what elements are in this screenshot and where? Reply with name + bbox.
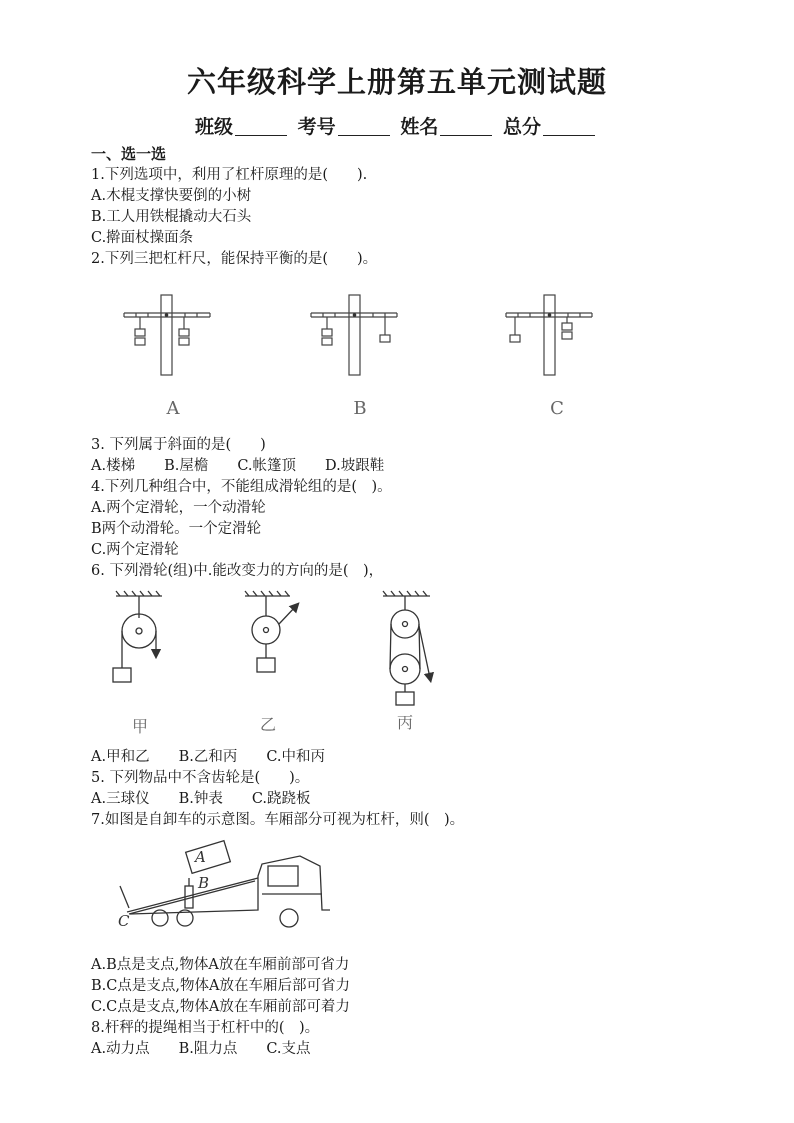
pulley-bing xyxy=(383,591,430,705)
q8-stem: 8.杆秤的提绳相当于杠杆中的( )。 xyxy=(91,1020,320,1036)
lever-c xyxy=(506,295,592,375)
q3-options: A.楼梯 B.屋檐 C.帐篷顶 D.坡跟鞋 xyxy=(91,458,385,474)
lever-label-c: C xyxy=(550,398,564,419)
pulley-label-bing: 丙 xyxy=(396,713,414,732)
number-label: 考号 xyxy=(297,116,336,138)
fig-label-b: B xyxy=(198,874,210,892)
q7-option-a: A.B点是支点,物体A放在车厢前部可省力 xyxy=(91,957,350,973)
object-a xyxy=(186,841,231,874)
q1-option-b: B.工人用铁棍撬动大石头 xyxy=(91,209,252,225)
wheel-front xyxy=(280,909,298,927)
q6-stem: 6. 下列滑轮(组)中.能改变力的方向的是( )， xyxy=(91,563,384,579)
dump-truck-figure xyxy=(0,834,794,944)
q4-option-a: A.两个定滑轮，一个动滑轮 xyxy=(91,500,266,516)
q7-stem: 7.如图是自卸车的示意图。车厢部分可视为杠杆，则( )。 xyxy=(91,812,465,828)
q4-option-c: C.两个定滑轮 xyxy=(91,542,179,558)
q6-options: A.甲和乙 B.乙和丙 C.中和丙 xyxy=(91,749,326,765)
name-label: 姓名 xyxy=(400,116,439,138)
name-blank[interactable] xyxy=(440,117,492,136)
q5-options: A.三球仪 B.钟表 C.跷跷板 xyxy=(91,791,311,807)
q2-stem: 2.下列三把杠杆尺，能保持平衡的是( )。 xyxy=(91,251,378,267)
lever-label-a: A xyxy=(166,398,180,419)
q3-stem: 3. 下列属于斜面的是( ) xyxy=(91,437,266,453)
class-label: 班级 xyxy=(195,116,234,138)
class-blank[interactable] xyxy=(235,117,287,136)
lever-b xyxy=(311,295,397,375)
truck-tail xyxy=(120,886,129,908)
q1-stem: 1.下列选项中，利用了杠杆原理的是( ). xyxy=(91,167,368,183)
wheel-rear-1 xyxy=(152,910,168,926)
q8-options: A.动力点 B.阻力点 C.支点 xyxy=(91,1041,311,1057)
truck-window xyxy=(268,866,298,886)
q1-option-c: C.擀面杖操面条 xyxy=(91,230,194,246)
q7-option-c: C.C点是支点,物体A放在车厢前部可着力 xyxy=(91,999,350,1015)
pulley-label-yi: 乙 xyxy=(259,715,277,734)
student-info-line xyxy=(0,112,794,139)
fig-label-c: C xyxy=(118,912,130,930)
pulley-figure xyxy=(0,586,794,746)
pulley-jia xyxy=(113,591,162,682)
pulley-label-jia: 甲 xyxy=(131,717,149,736)
lever-a xyxy=(124,295,210,375)
page-title: 六年级科学上册第五单元测试题 xyxy=(186,65,607,99)
section-heading: 一、选一选 xyxy=(91,145,167,163)
lever-figure xyxy=(0,285,794,445)
q4-stem: 4.下列几种组合中，不能组成滑轮组的是( )。 xyxy=(91,479,392,495)
score-blank[interactable] xyxy=(543,117,595,136)
q4-option-b: B两个动滑轮。一个定滑轮 xyxy=(91,521,262,537)
fig-label-a: A xyxy=(195,848,206,866)
score-label: 总分 xyxy=(502,116,541,138)
q1-option-a: A.木棍支撑快要倒的小树 xyxy=(91,188,252,204)
q7-option-b: B.C点是支点,物体A放在车厢后部可省力 xyxy=(91,978,350,994)
pulley-yi xyxy=(245,591,296,672)
q5-stem: 5. 下列物品中不含齿轮是( )。 xyxy=(91,770,310,786)
number-blank[interactable] xyxy=(338,117,390,136)
lever-label-b: B xyxy=(353,398,367,419)
